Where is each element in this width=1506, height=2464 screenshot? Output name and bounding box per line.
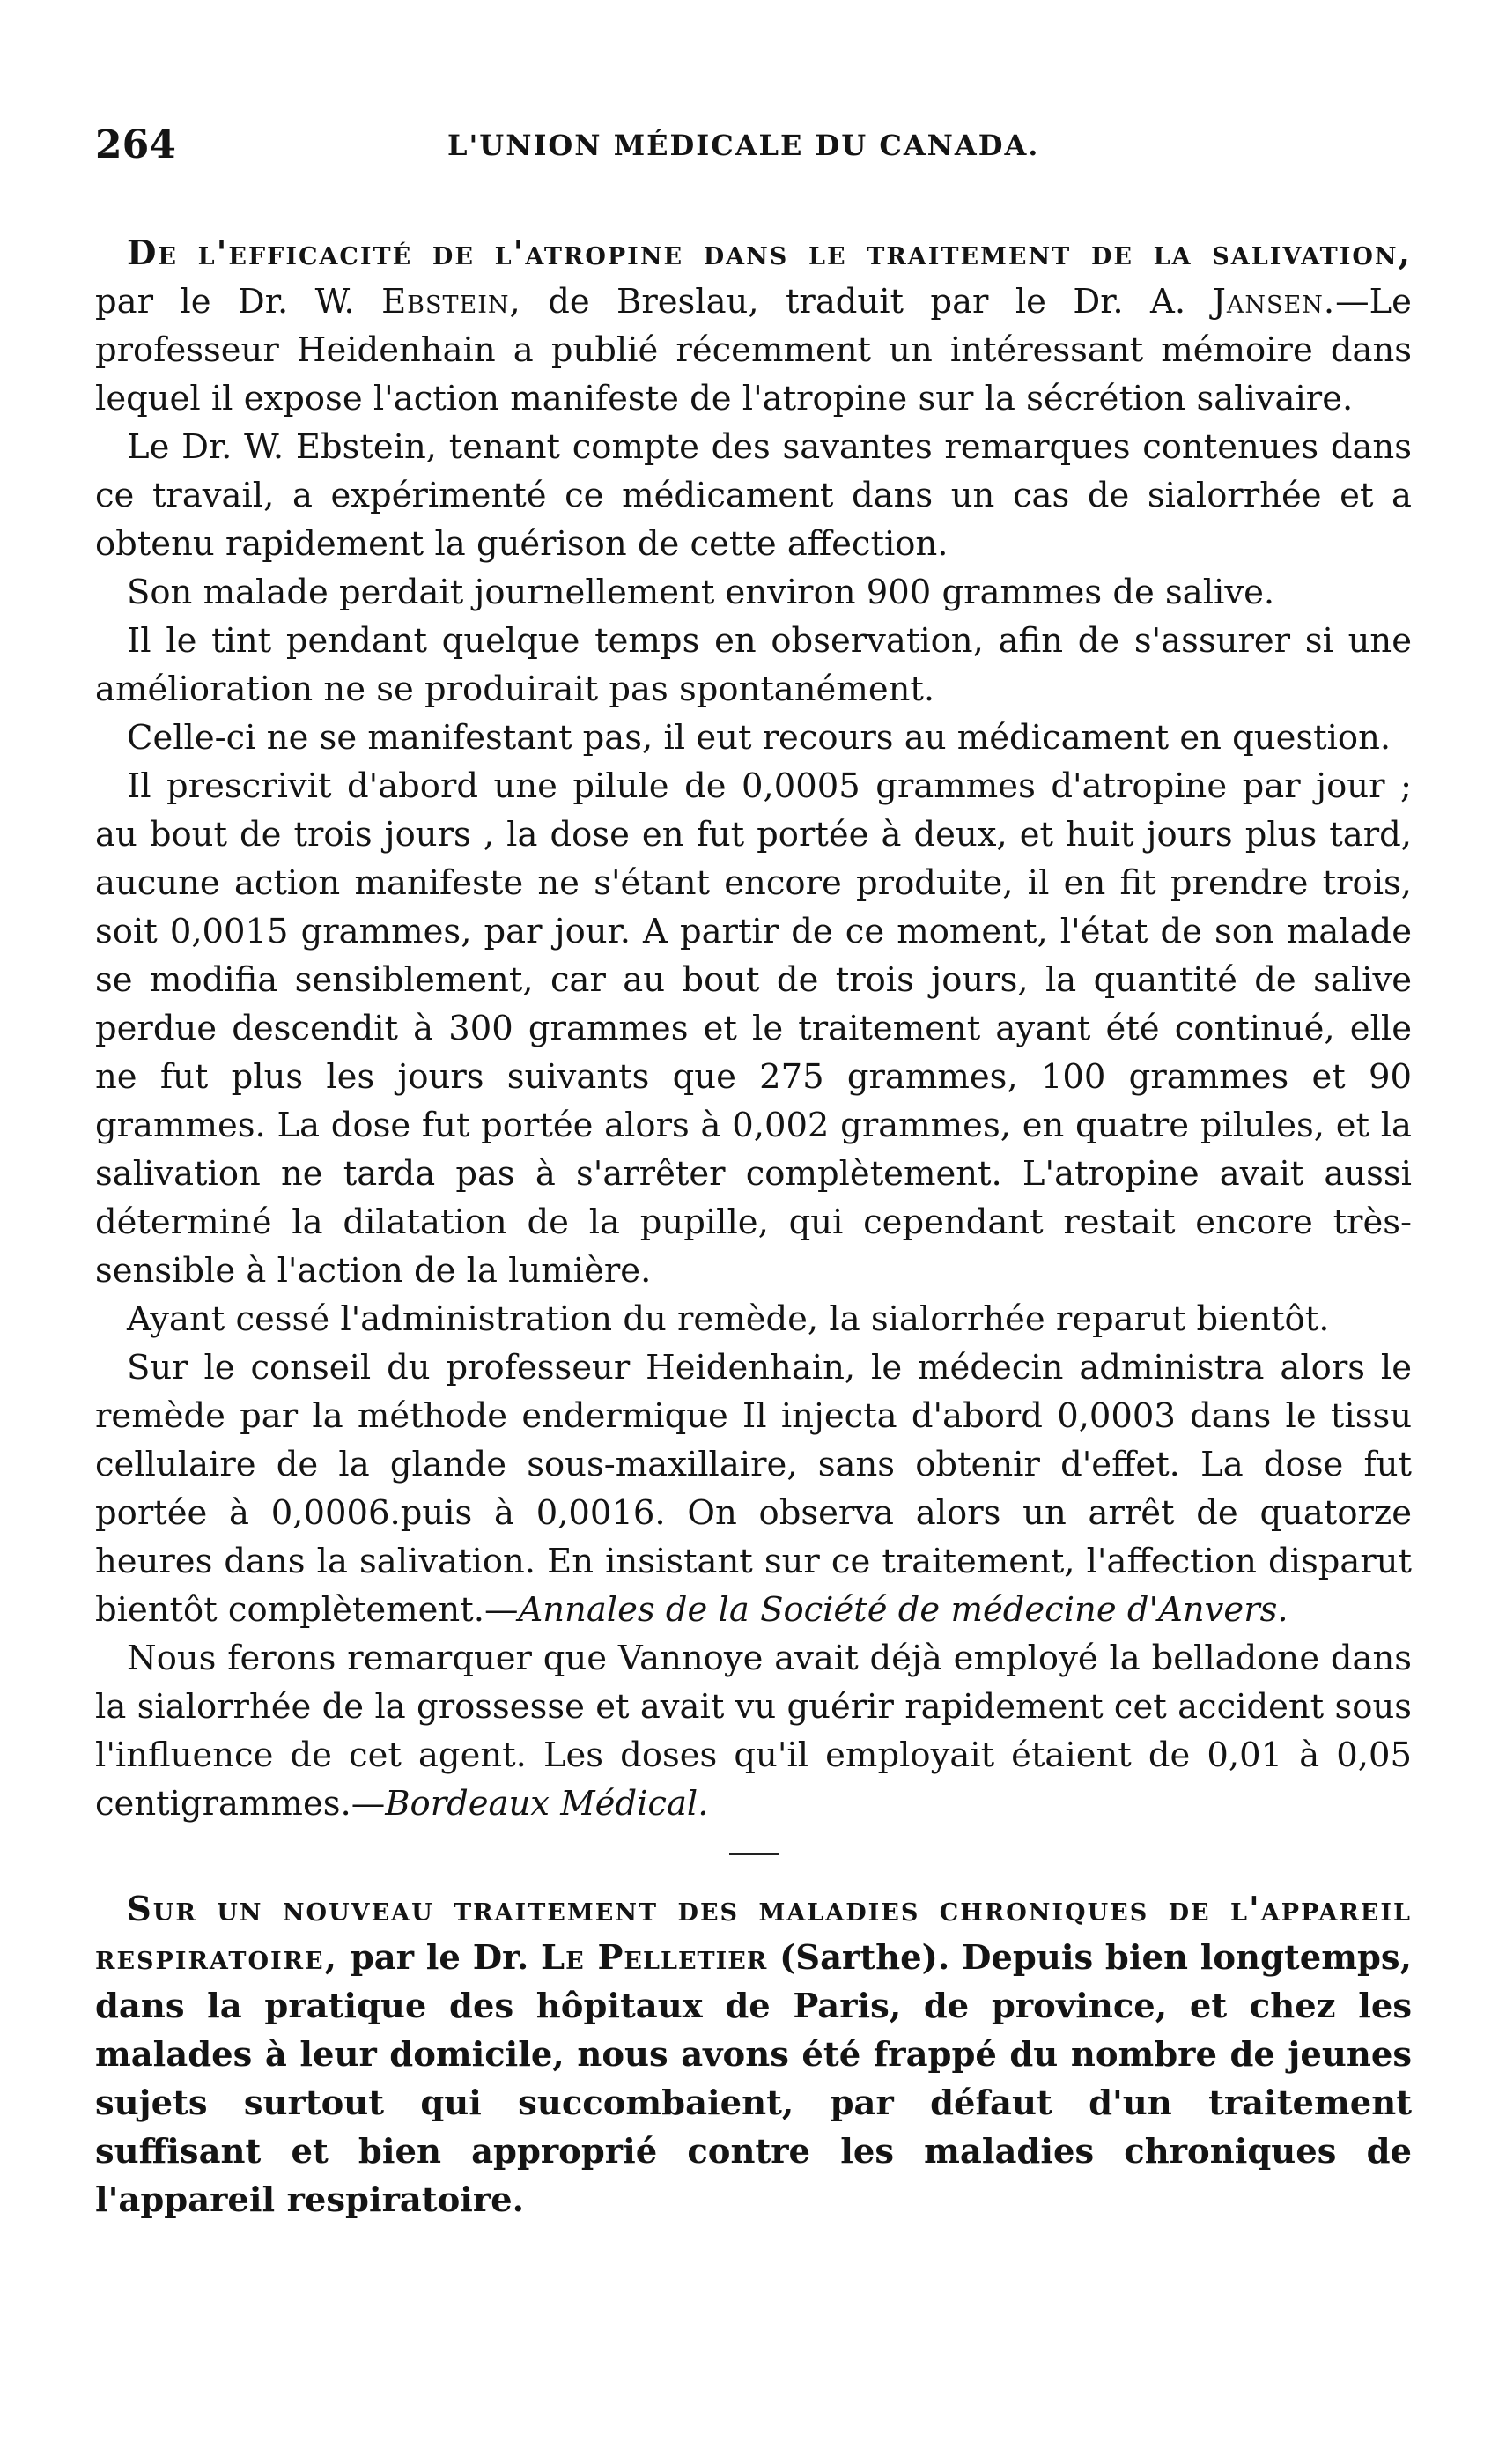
article-body: Depuis bien longtemps, dans la pratique des hôpitaux de Paris, de province, et chez les malades à leur domicile, nous avons été frappé du nombre de jeunes sujets surtout qui succombaient, par défaut d'un traitement suffisant et bien approprié contre les maladies chroniques de l'appareil respiratoire.: [95, 1938, 1412, 2220]
article-intro: —Le professeur Heidenhain a publié récemment un intéressant mémoire dans lequel il expose l'action manifeste de l'atropine sur la sécrétion salivaire.: [95, 282, 1412, 418]
journal-page: [95, 115, 1412, 2224]
paragraph-text: Nous ferons remarquer que Vannoye avait déjà employé la belladone dans la sialorrhée de la grossesse et avait vu guérir rapidement cet accident sous l'influence de cet agent. Les doses qu'il employait étaient de 0,01 à 0,05 centigrammes.—: [95, 1639, 1412, 1824]
body-paragraph: Le Dr. W. Ebstein, tenant compte des savantes remarques contenues dans ce travail, a expérimenté ce médicament dans un cas de sialorrhée et a obtenu rapidement la guérison de cette affection.: [95, 427, 1412, 564]
running-head: [95, 115, 1412, 176]
article-translator: Jansen.: [1212, 282, 1336, 322]
article-title: Sur un nouveau traitement des maladies chroniques de l'appareil respiratoire,: [95, 1890, 1412, 1978]
article-location: (Sarthe).: [779, 1938, 950, 1978]
body-paragraph-heidenhain: [95, 1343, 1412, 1634]
section-divider: [729, 1853, 779, 1855]
source-citation: Annales de la Société de médecine d'Anvers.: [518, 1590, 1288, 1630]
article-atropine: [95, 229, 1412, 1828]
article-lead-paragraph: [95, 229, 1412, 423]
body-paragraph: Il prescrivit d'abord une pilule de 0,0005 grammes d'atropine par jour ; au bout de trois jours , la dose en fut portée à deux, et huit jours plus tard, aucune action manifeste ne s'étant encore produite, il en fit prendre trois, soit 0,0015 grammes, par jour. A partir de ce moment, l'état de son malade se modifia sensiblement, car au bout de trois jours, la quantité de salive perdue descendit à 300 grammes et le traitement ayant été continué, elle ne fut plus les jours suivants que 275 grammes, 100 grammes et 90 grammes. La dose fut portée alors à 0,002 grammes, en quatre pilules, et la salivation ne tarda pas à s'arrêter complètement. L'atropine avait aussi déterminé la dilatation de la pupille, qui cependant restait encore très-sensible à l'action de la lumière.: [95, 766, 1412, 1291]
article-title: De l'efficacité de l'atropine dans le traitement de la salivation,: [127, 233, 1412, 273]
page-number: 264: [95, 122, 176, 167]
paragraph-text: Sur le conseil du professeur Heidenhain, le médecin administra alors le remède par la méthode endermique Il injecta d'abord 0,0003 dans le tissu cellulaire de la glande sous-maxillaire, sans obtenir d'effet. La dose fut portée à 0,0006.puis à 0,0016. On observa alors un arrêt de quatorze heures dans la salivation. En insistant sur ce traitement, l'affection disparut bientôt complètement.—: [95, 1348, 1412, 1630]
article-byline: par le Dr.: [350, 1938, 529, 1978]
article-author: Ebstein,: [381, 282, 521, 322]
body-paragraph: Celle-ci ne se manifestant pas, il eut recours au médicament en question.: [127, 718, 1392, 758]
source-citation: Bordeaux Médical.: [385, 1784, 709, 1824]
article-lead-paragraph: [95, 1885, 1412, 2224]
body-paragraph: Son malade perdait journellement environ 900 grammes de salive.: [127, 573, 1275, 612]
body-paragraph: Ayant cessé l'administration du remède, la sialorrhée reparut bientôt.: [127, 1299, 1330, 1339]
article-author: Le Pelletier: [541, 1938, 768, 1978]
article-byline-2: de Breslau, traduit par le Dr. A.: [548, 282, 1186, 322]
article-respiratoire: [95, 1885, 1412, 2224]
body-paragraph-vannoye: [95, 1634, 1412, 1828]
body-paragraph: Il le tint pendant quelque temps en observation, afin de s'assurer si une amélioration ne se produirait pas spontanément.: [95, 621, 1412, 709]
journal-title: L'UNION MÉDICALE DU CANADA.: [447, 129, 1040, 162]
article-byline-1: par le Dr. W.: [95, 282, 355, 322]
